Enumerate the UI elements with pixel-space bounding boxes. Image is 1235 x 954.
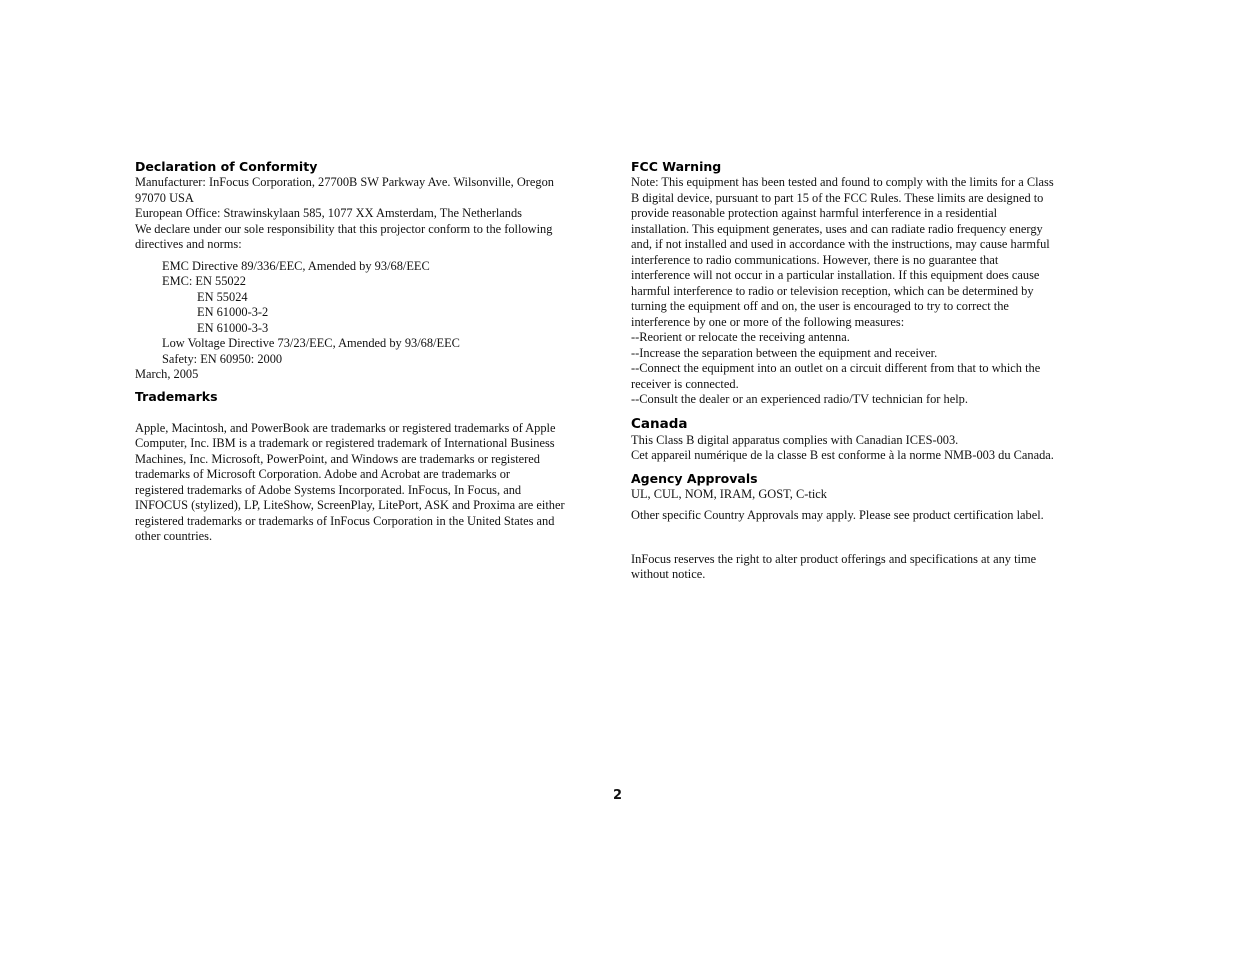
fcc-line: --Connect the equipment into an outlet on a circuit different from that to which the bbox=[631, 361, 1041, 375]
manufacturer-line-2: 97070 USA bbox=[135, 190, 194, 205]
trademarks-heading: Trademarks bbox=[135, 388, 218, 404]
trademarks-line: Apple, Macintosh, and PowerBook are trademarks or registered trademarks of Apple bbox=[135, 420, 556, 435]
trademarks-line: Machines, Inc. Microsoft, PowerPoint, and Windows are trademarks or registered bbox=[135, 451, 540, 466]
fcc-body bbox=[631, 175, 1101, 408]
trademarks-body bbox=[135, 421, 605, 545]
fcc-line: turning the equipment off and on, the user is encouraged to try to correct the bbox=[631, 299, 1009, 313]
page-number: 2 bbox=[612, 788, 623, 803]
fcc-line: Note: This equipment has been tested and found to comply with the limits for a Class bbox=[631, 175, 1054, 189]
directive-item: EN 61000-3-2 bbox=[197, 305, 269, 319]
left-column bbox=[135, 159, 605, 545]
fcc-line: --Reorient or relocate the receiving antenna. bbox=[631, 330, 850, 344]
fcc-line: --Consult the dealer or an experienced radio/TV technician for help. bbox=[631, 392, 968, 406]
fcc-line: receiver is connected. bbox=[631, 376, 739, 391]
agency-line-1: UL, CUL, NOM, IRAM, GOST, C-tick bbox=[631, 486, 827, 501]
fcc-heading: FCC Warning bbox=[631, 159, 722, 174]
directive-item: EN 61000-3-3 bbox=[197, 320, 269, 335]
directive-item: EMC Directive 89/336/EEC, Amended by 93/68/EEC bbox=[162, 258, 430, 273]
manufacturer-line-1: Manufacturer: InFocus Corporation, 27700B SW Parkway Ave. Wilsonville, Oregon bbox=[135, 175, 554, 189]
fcc-line: provide reasonable protection against harmful interference in a residential bbox=[631, 206, 998, 220]
trademarks-line: trademarks of Microsoft Corporation. Adobe and Acrobat are trademarks or bbox=[135, 467, 511, 481]
fcc-line: installation. This equipment generates, uses and can radiate radio frequency energy bbox=[631, 221, 1043, 236]
agency-line-2: Other specific Country Approvals may apply. Please see product certification label. bbox=[631, 508, 1044, 522]
european-office: European Office: Strawinskylaan 585, 1077 XX Amsterdam, The Netherlands bbox=[135, 206, 523, 220]
trademarks-line: registered trademarks of Adobe Systems Incorporated. InFocus, In Focus, and bbox=[135, 482, 522, 497]
directive-item: EN 55024 bbox=[197, 289, 248, 304]
canada-line-1: This Class B digital apparatus complies with Canadian ICES-003. bbox=[631, 432, 959, 447]
canada-heading: Canada bbox=[631, 415, 688, 432]
right-column bbox=[631, 159, 1101, 583]
fcc-line: harmful interference to radio or television reception, which can be determined by bbox=[631, 283, 1034, 298]
trademarks-line: Computer, Inc. IBM is a trademark or registered trademark of International Business bbox=[135, 436, 555, 450]
reserves-line-2: without notice. bbox=[631, 567, 706, 581]
reserves-line-1: InFocus reserves the right to alter product offerings and specifications at any time bbox=[631, 551, 1037, 566]
canada-line-2: Cet appareil numérique de la classe B est conforme à la norme NMB-003 du Canada. bbox=[631, 448, 1054, 462]
directive-item: Safety: EN 60950: 2000 bbox=[162, 351, 283, 366]
declaration-heading: Declaration of Conformity bbox=[135, 159, 318, 174]
directives-list bbox=[135, 259, 605, 368]
directive-item: EMC: EN 55022 bbox=[162, 274, 246, 288]
trademarks-line: other countries. bbox=[135, 529, 213, 543]
fcc-line: --Increase the separation between the equipment and receiver. bbox=[631, 345, 938, 360]
agency-heading: Agency Approvals bbox=[631, 470, 758, 486]
trademarks-line: INFOCUS (stylized), LP, LiteShow, ScreenPlay, LitePort, ASK and Proxima are either bbox=[135, 498, 565, 512]
fcc-line: interference by one or more of the following measures: bbox=[631, 314, 905, 329]
directive-item: Low Voltage Directive 73/23/EEC, Amended by 93/68/EEC bbox=[162, 336, 460, 350]
trademarks-line: registered trademarks or trademarks of InFocus Corporation in the United States and bbox=[135, 513, 555, 528]
declaration-line-1: We declare under our sole responsibility that this projector conform to the following bbox=[135, 221, 553, 236]
declaration-line-2: directives and norms: bbox=[135, 237, 242, 251]
fcc-line: interference to radio communications. However, there is no guarantee that bbox=[631, 252, 999, 267]
fcc-line: B digital device, pursuant to part 15 of the FCC Rules. These limits are designed to bbox=[631, 190, 1044, 205]
declaration-date: March, 2005 bbox=[135, 367, 199, 381]
fcc-line: interference will not occur in a particular installation. If this equipment does cause bbox=[631, 268, 1040, 282]
fcc-line: and, if not installed and used in accordance with the instructions, may cause harmful bbox=[631, 237, 1050, 251]
